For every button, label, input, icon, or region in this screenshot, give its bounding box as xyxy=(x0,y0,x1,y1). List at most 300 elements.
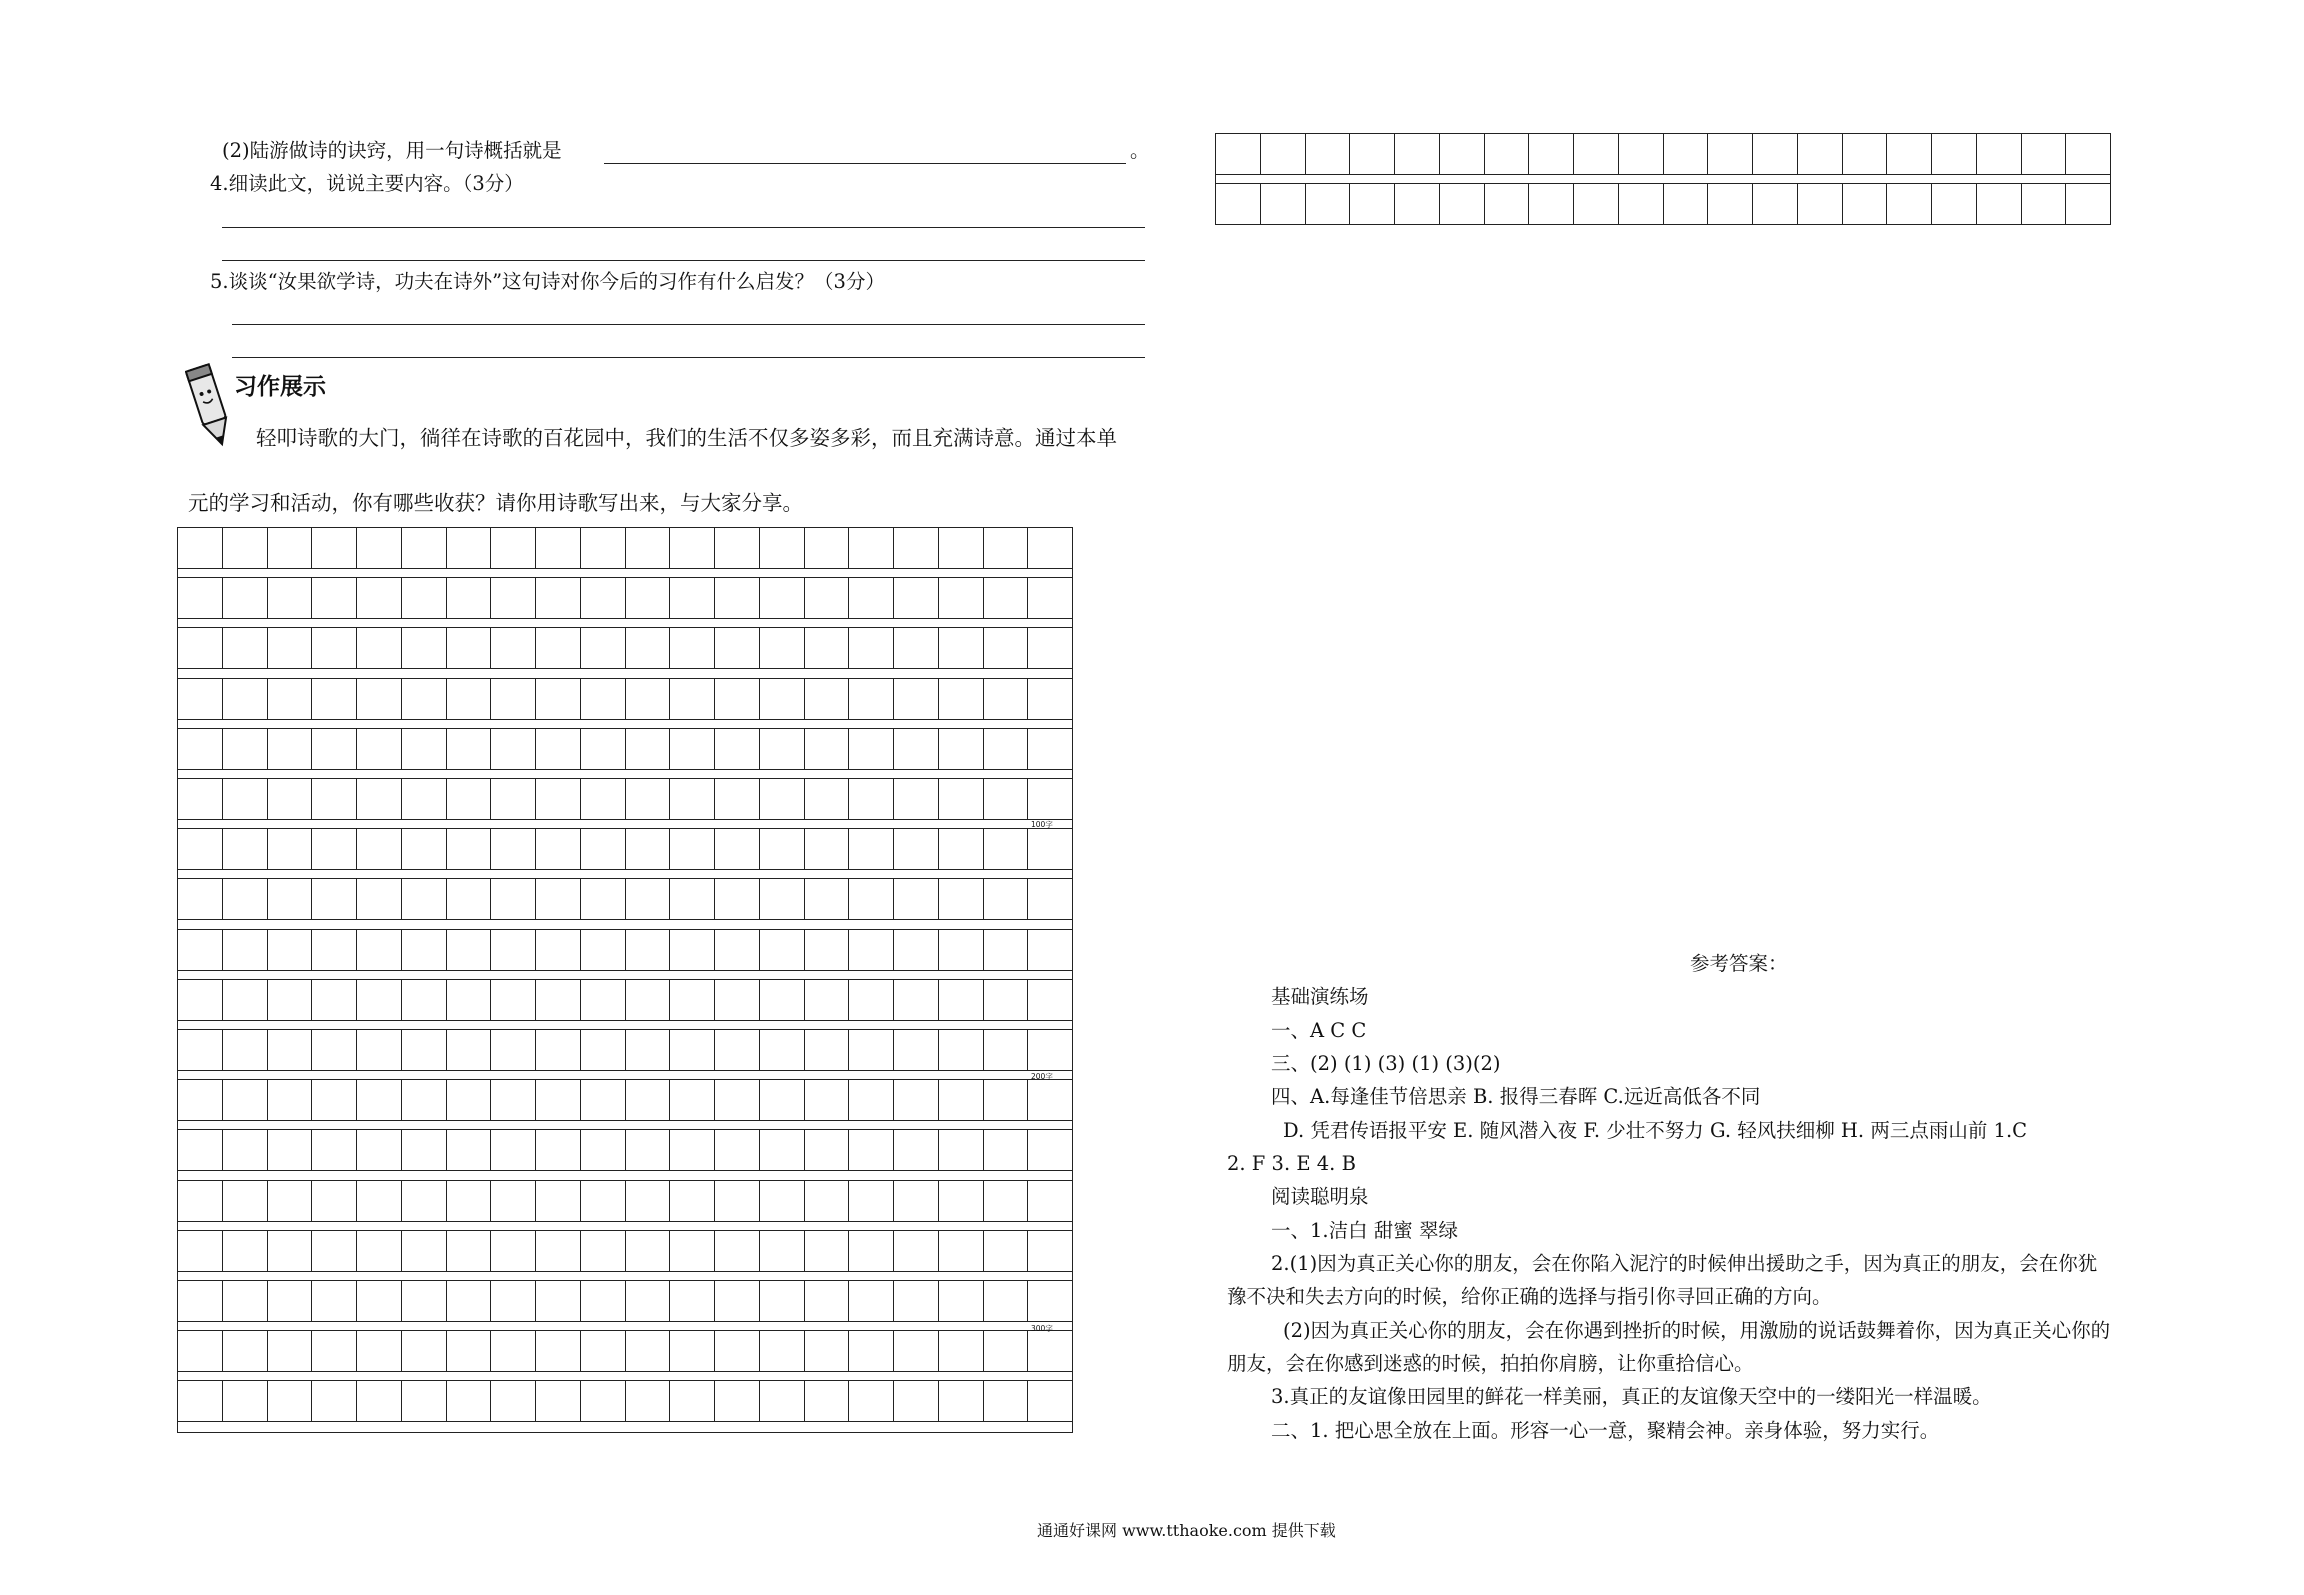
grid-cell[interactable] xyxy=(447,829,492,869)
grid-cell[interactable] xyxy=(447,528,492,568)
grid-cell[interactable] xyxy=(178,679,223,719)
grid-cell[interactable] xyxy=(402,578,447,618)
grid-cell[interactable] xyxy=(849,1030,894,1070)
grid-cell[interactable] xyxy=(626,1381,671,1421)
grid-cell[interactable] xyxy=(1216,134,1261,174)
grid-cell[interactable] xyxy=(1977,184,2022,224)
grid-cell[interactable] xyxy=(626,829,671,869)
grid-cell[interactable] xyxy=(939,1181,984,1221)
grid-cell[interactable] xyxy=(670,1080,715,1120)
grid-cell[interactable] xyxy=(894,1181,939,1221)
grid-cell[interactable] xyxy=(402,829,447,869)
grid-cell[interactable] xyxy=(581,628,626,668)
grid-cell[interactable] xyxy=(1932,134,1977,174)
grid-cell[interactable] xyxy=(939,1331,984,1371)
grid-cell[interactable] xyxy=(894,578,939,618)
grid-cell[interactable] xyxy=(402,879,447,919)
grid-cell[interactable] xyxy=(626,930,671,970)
grid-cell[interactable] xyxy=(581,729,626,769)
grid-cell[interactable] xyxy=(536,1130,581,1170)
grid-cell[interactable] xyxy=(447,779,492,819)
grid-cell[interactable] xyxy=(670,930,715,970)
grid-cell[interactable] xyxy=(447,1130,492,1170)
grid-cell[interactable] xyxy=(312,1331,357,1371)
grid-cell[interactable] xyxy=(402,628,447,668)
grid-cell[interactable] xyxy=(536,1080,581,1120)
grid-cell[interactable] xyxy=(1028,1080,1072,1120)
grid-cell[interactable] xyxy=(491,1331,536,1371)
grid-cell[interactable] xyxy=(581,578,626,618)
grid-cell[interactable] xyxy=(491,1181,536,1221)
grid-cell[interactable] xyxy=(491,1030,536,1070)
grid-cell[interactable] xyxy=(402,1181,447,1221)
grid-cell[interactable] xyxy=(357,1130,402,1170)
grid-cell[interactable] xyxy=(312,729,357,769)
grid-cell[interactable] xyxy=(1485,134,1530,174)
grid-cell[interactable] xyxy=(849,1281,894,1321)
grid-cell[interactable] xyxy=(939,779,984,819)
grid-cell[interactable] xyxy=(178,1130,223,1170)
grid-cell[interactable] xyxy=(447,1231,492,1271)
grid-cell[interactable] xyxy=(715,528,760,568)
grid-cell[interactable] xyxy=(626,628,671,668)
grid-cell[interactable] xyxy=(536,1231,581,1271)
grid-cell[interactable] xyxy=(491,930,536,970)
grid-cell[interactable] xyxy=(447,980,492,1020)
grid-cell[interactable] xyxy=(536,679,581,719)
grid-cell[interactable] xyxy=(268,829,313,869)
grid-cell[interactable] xyxy=(939,1130,984,1170)
grid-cell[interactable] xyxy=(223,1181,268,1221)
grid-cell[interactable] xyxy=(268,1080,313,1120)
grid-cell[interactable] xyxy=(581,1181,626,1221)
grid-cell[interactable] xyxy=(1529,184,1574,224)
grid-cell[interactable] xyxy=(536,1181,581,1221)
grid-cell[interactable] xyxy=(447,930,492,970)
grid-cell[interactable] xyxy=(178,1030,223,1070)
grid-cell[interactable] xyxy=(760,528,805,568)
grid-cell[interactable] xyxy=(939,1231,984,1271)
grid-cell[interactable] xyxy=(715,930,760,970)
grid-cell[interactable] xyxy=(626,1331,671,1371)
grid-cell[interactable] xyxy=(715,1231,760,1271)
grid-cell[interactable] xyxy=(715,1331,760,1371)
grid-cell[interactable] xyxy=(984,1331,1029,1371)
grid-cell[interactable] xyxy=(581,1281,626,1321)
grid-cell[interactable] xyxy=(894,930,939,970)
grid-cell[interactable] xyxy=(1843,134,1888,174)
grid-cell[interactable] xyxy=(715,829,760,869)
grid-cell[interactable] xyxy=(670,879,715,919)
grid-cell[interactable] xyxy=(1574,184,1619,224)
grid-cell[interactable] xyxy=(491,779,536,819)
grid-cell[interactable] xyxy=(447,729,492,769)
grid-cell[interactable] xyxy=(670,679,715,719)
grid-cell[interactable] xyxy=(178,1381,223,1421)
grid-cell[interactable] xyxy=(178,829,223,869)
grid-cell[interactable] xyxy=(670,1181,715,1221)
grid-cell[interactable] xyxy=(1028,1281,1072,1321)
grid-cell[interactable] xyxy=(268,779,313,819)
grid-cell[interactable] xyxy=(849,578,894,618)
grid-cell[interactable] xyxy=(984,1281,1029,1321)
grid-cell[interactable] xyxy=(670,980,715,1020)
grid-cell[interactable] xyxy=(939,980,984,1020)
grid-cell[interactable] xyxy=(312,528,357,568)
grid-cell[interactable] xyxy=(357,1030,402,1070)
writing-grid-continuation[interactable] xyxy=(1215,133,2111,225)
grid-cell[interactable] xyxy=(1028,679,1072,719)
grid-cell[interactable] xyxy=(894,528,939,568)
grid-cell[interactable] xyxy=(1028,1030,1072,1070)
grid-cell[interactable] xyxy=(402,1331,447,1371)
grid-cell[interactable] xyxy=(894,1080,939,1120)
grid-cell[interactable] xyxy=(849,1381,894,1421)
grid-cell[interactable] xyxy=(223,879,268,919)
grid-cell[interactable] xyxy=(402,729,447,769)
grid-cell[interactable] xyxy=(491,1381,536,1421)
grid-cell[interactable] xyxy=(626,679,671,719)
grid-cell[interactable] xyxy=(984,1030,1029,1070)
grid-cell[interactable] xyxy=(581,1231,626,1271)
grid-cell[interactable] xyxy=(402,528,447,568)
grid-cell[interactable] xyxy=(805,1030,850,1070)
grid-cell[interactable] xyxy=(1350,134,1395,174)
grid-cell[interactable] xyxy=(670,1281,715,1321)
grid-cell[interactable] xyxy=(1574,134,1619,174)
grid-cell[interactable] xyxy=(402,1231,447,1271)
grid-cell[interactable] xyxy=(626,1030,671,1070)
grid-cell[interactable] xyxy=(178,528,223,568)
grid-cell[interactable] xyxy=(626,980,671,1020)
grid-cell[interactable] xyxy=(268,729,313,769)
grid-cell[interactable] xyxy=(357,930,402,970)
grid-cell[interactable] xyxy=(536,1030,581,1070)
grid-cell[interactable] xyxy=(760,1130,805,1170)
grid-cell[interactable] xyxy=(984,1080,1029,1120)
grid-cell[interactable] xyxy=(312,829,357,869)
grid-cell[interactable] xyxy=(2066,184,2110,224)
grid-cell[interactable] xyxy=(312,1130,357,1170)
grid-cell[interactable] xyxy=(312,578,357,618)
grid-cell[interactable] xyxy=(939,1381,984,1421)
grid-cell[interactable] xyxy=(805,1080,850,1120)
grid-cell[interactable] xyxy=(715,1181,760,1221)
grid-cell[interactable] xyxy=(1440,184,1485,224)
grid-cell[interactable] xyxy=(357,980,402,1020)
grid-cell[interactable] xyxy=(223,829,268,869)
grid-cell[interactable] xyxy=(581,1130,626,1170)
grid-cell[interactable] xyxy=(984,578,1029,618)
grid-cell[interactable] xyxy=(223,1130,268,1170)
grid-cell[interactable] xyxy=(536,879,581,919)
grid-cell[interactable] xyxy=(715,1281,760,1321)
grid-cell[interactable] xyxy=(581,829,626,869)
grid-cell[interactable] xyxy=(805,980,850,1020)
grid-cell[interactable] xyxy=(312,980,357,1020)
grid-cell[interactable] xyxy=(805,729,850,769)
grid-cell[interactable] xyxy=(1798,134,1843,174)
grid-cell[interactable] xyxy=(312,879,357,919)
grid-cell[interactable] xyxy=(760,1080,805,1120)
grid-cell[interactable] xyxy=(626,1281,671,1321)
grid-cell[interactable] xyxy=(939,1080,984,1120)
grid-cell[interactable] xyxy=(894,1231,939,1271)
grid-cell[interactable] xyxy=(805,578,850,618)
grid-cell[interactable] xyxy=(312,1030,357,1070)
grid-cell[interactable] xyxy=(1395,184,1440,224)
grid-cell[interactable] xyxy=(984,1181,1029,1221)
grid-cell[interactable] xyxy=(581,1381,626,1421)
grid-cell[interactable] xyxy=(402,930,447,970)
grid-cell[interactable] xyxy=(223,779,268,819)
grid-cell[interactable] xyxy=(223,729,268,769)
grid-cell[interactable] xyxy=(760,879,805,919)
grid-cell[interactable] xyxy=(268,628,313,668)
grid-cell[interactable] xyxy=(894,1130,939,1170)
grid-cell[interactable] xyxy=(849,1080,894,1120)
grid-cell[interactable] xyxy=(357,1381,402,1421)
grid-cell[interactable] xyxy=(1753,134,1798,174)
grid-cell[interactable] xyxy=(626,578,671,618)
grid-cell[interactable] xyxy=(626,528,671,568)
grid-cell[interactable] xyxy=(536,779,581,819)
grid-cell[interactable] xyxy=(402,779,447,819)
grid-cell[interactable] xyxy=(805,628,850,668)
grid-cell[interactable] xyxy=(268,1030,313,1070)
grid-cell[interactable] xyxy=(984,729,1029,769)
grid-cell[interactable] xyxy=(402,1130,447,1170)
grid-cell[interactable] xyxy=(312,679,357,719)
grid-cell[interactable] xyxy=(178,578,223,618)
grid-cell[interactable] xyxy=(1028,1231,1072,1271)
grid-cell[interactable] xyxy=(536,930,581,970)
grid-cell[interactable] xyxy=(715,1080,760,1120)
grid-cell[interactable] xyxy=(178,1181,223,1221)
grid-cell[interactable] xyxy=(1619,184,1664,224)
grid-cell[interactable] xyxy=(1306,184,1351,224)
grid-cell[interactable] xyxy=(312,1231,357,1271)
grid-cell[interactable] xyxy=(939,628,984,668)
grid-cell[interactable] xyxy=(491,628,536,668)
grid-cell[interactable] xyxy=(268,879,313,919)
grid-cell[interactable] xyxy=(1028,779,1072,819)
grid-cell[interactable] xyxy=(1261,184,1306,224)
grid-cell[interactable] xyxy=(178,1080,223,1120)
grid-cell[interactable] xyxy=(760,1181,805,1221)
grid-cell[interactable] xyxy=(760,1381,805,1421)
grid-cell[interactable] xyxy=(894,829,939,869)
grid-cell[interactable] xyxy=(670,1130,715,1170)
grid-cell[interactable] xyxy=(670,1331,715,1371)
grid-cell[interactable] xyxy=(849,528,894,568)
grid-cell[interactable] xyxy=(1028,930,1072,970)
grid-cell[interactable] xyxy=(402,1080,447,1120)
grid-cell[interactable] xyxy=(581,779,626,819)
grid-cell[interactable] xyxy=(581,879,626,919)
grid-cell[interactable] xyxy=(1028,578,1072,618)
grid-cell[interactable] xyxy=(715,679,760,719)
grid-cell[interactable] xyxy=(760,1030,805,1070)
grid-cell[interactable] xyxy=(670,628,715,668)
grid-cell[interactable] xyxy=(447,578,492,618)
grid-cell[interactable] xyxy=(805,1381,850,1421)
grid-cell[interactable] xyxy=(223,1281,268,1321)
grid-cell[interactable] xyxy=(849,1181,894,1221)
grid-cell[interactable] xyxy=(849,930,894,970)
grid-cell[interactable] xyxy=(1664,134,1709,174)
grid-cell[interactable] xyxy=(670,1231,715,1271)
grid-cell[interactable] xyxy=(1306,134,1351,174)
grid-cell[interactable] xyxy=(715,980,760,1020)
grid-cell[interactable] xyxy=(805,829,850,869)
grid-cell[interactable] xyxy=(402,1381,447,1421)
grid-cell[interactable] xyxy=(491,1130,536,1170)
grid-cell[interactable] xyxy=(268,1331,313,1371)
grid-cell[interactable] xyxy=(268,930,313,970)
grid-cell[interactable] xyxy=(223,1231,268,1271)
grid-cell[interactable] xyxy=(536,1381,581,1421)
grid-cell[interactable] xyxy=(357,1080,402,1120)
grid-cell[interactable] xyxy=(760,578,805,618)
grid-cell[interactable] xyxy=(581,980,626,1020)
grid-cell[interactable] xyxy=(536,980,581,1020)
grid-cell[interactable] xyxy=(849,679,894,719)
grid-cell[interactable] xyxy=(491,1281,536,1321)
grid-cell[interactable] xyxy=(984,628,1029,668)
grid-cell[interactable] xyxy=(984,1231,1029,1271)
grid-cell[interactable] xyxy=(1619,134,1664,174)
grid-cell[interactable] xyxy=(626,1181,671,1221)
grid-cell[interactable] xyxy=(849,1231,894,1271)
grid-cell[interactable] xyxy=(402,679,447,719)
grid-cell[interactable] xyxy=(805,679,850,719)
grid-cell[interactable] xyxy=(447,1181,492,1221)
grid-cell[interactable] xyxy=(1708,184,1753,224)
grid-cell[interactable] xyxy=(268,980,313,1020)
grid-cell[interactable] xyxy=(670,578,715,618)
grid-cell[interactable] xyxy=(670,1030,715,1070)
grid-cell[interactable] xyxy=(268,1231,313,1271)
grid-cell[interactable] xyxy=(894,1381,939,1421)
grid-cell[interactable] xyxy=(670,528,715,568)
grid-cell[interactable] xyxy=(670,729,715,769)
grid-cell[interactable] xyxy=(223,628,268,668)
grid-cell[interactable] xyxy=(178,729,223,769)
grid-cell[interactable] xyxy=(670,779,715,819)
grid-cell[interactable] xyxy=(536,1331,581,1371)
grid-cell[interactable] xyxy=(357,578,402,618)
grid-cell[interactable] xyxy=(447,679,492,719)
grid-cell[interactable] xyxy=(581,679,626,719)
grid-cell[interactable] xyxy=(984,980,1029,1020)
grid-cell[interactable] xyxy=(581,528,626,568)
grid-cell[interactable] xyxy=(447,1381,492,1421)
grid-cell[interactable] xyxy=(805,1181,850,1221)
grid-cell[interactable] xyxy=(984,779,1029,819)
grid-cell[interactable] xyxy=(402,980,447,1020)
grid-cell[interactable] xyxy=(536,829,581,869)
grid-cell[interactable] xyxy=(1887,134,1932,174)
grid-cell[interactable] xyxy=(312,1080,357,1120)
grid-cell[interactable] xyxy=(805,1130,850,1170)
grid-cell[interactable] xyxy=(939,679,984,719)
grid-cell[interactable] xyxy=(447,879,492,919)
grid-cell[interactable] xyxy=(1977,134,2022,174)
grid-cell[interactable] xyxy=(268,1181,313,1221)
grid-cell[interactable] xyxy=(715,1381,760,1421)
grid-cell[interactable] xyxy=(1843,184,1888,224)
grid-cell[interactable] xyxy=(894,729,939,769)
grid-cell[interactable] xyxy=(491,578,536,618)
grid-cell[interactable] xyxy=(447,1030,492,1070)
grid-cell[interactable] xyxy=(357,729,402,769)
grid-cell[interactable] xyxy=(1028,1181,1072,1221)
grid-cell[interactable] xyxy=(715,1130,760,1170)
grid-cell[interactable] xyxy=(849,980,894,1020)
grid-cell[interactable] xyxy=(1028,1331,1072,1371)
grid-cell[interactable] xyxy=(491,1231,536,1271)
grid-cell[interactable] xyxy=(939,1030,984,1070)
grid-cell[interactable] xyxy=(223,1080,268,1120)
grid-cell[interactable] xyxy=(1028,528,1072,568)
grid-cell[interactable] xyxy=(626,1080,671,1120)
grid-cell[interactable] xyxy=(894,779,939,819)
grid-cell[interactable] xyxy=(357,779,402,819)
grid-cell[interactable] xyxy=(626,779,671,819)
grid-cell[interactable] xyxy=(849,1331,894,1371)
grid-cell[interactable] xyxy=(1028,628,1072,668)
grid-cell[interactable] xyxy=(581,1331,626,1371)
grid-cell[interactable] xyxy=(223,1331,268,1371)
grid-cell[interactable] xyxy=(1028,1130,1072,1170)
grid-cell[interactable] xyxy=(402,1030,447,1070)
grid-cell[interactable] xyxy=(357,1281,402,1321)
grid-cell[interactable] xyxy=(984,930,1029,970)
grid-cell[interactable] xyxy=(491,528,536,568)
grid-cell[interactable] xyxy=(178,628,223,668)
grid-cell[interactable] xyxy=(1028,829,1072,869)
grid-cell[interactable] xyxy=(536,578,581,618)
grid-cell[interactable] xyxy=(491,729,536,769)
grid-cell[interactable] xyxy=(670,829,715,869)
grid-cell[interactable] xyxy=(178,930,223,970)
grid-cell[interactable] xyxy=(849,1130,894,1170)
grid-cell[interactable] xyxy=(715,879,760,919)
grid-cell[interactable] xyxy=(1932,184,1977,224)
grid-cell[interactable] xyxy=(939,879,984,919)
grid-cell[interactable] xyxy=(1753,184,1798,224)
grid-cell[interactable] xyxy=(178,980,223,1020)
grid-cell[interactable] xyxy=(939,528,984,568)
grid-cell[interactable] xyxy=(805,930,850,970)
grid-cell[interactable] xyxy=(894,628,939,668)
grid-cell[interactable] xyxy=(939,829,984,869)
grid-cell[interactable] xyxy=(268,1281,313,1321)
grid-cell[interactable] xyxy=(1261,134,1306,174)
grid-cell[interactable] xyxy=(357,879,402,919)
grid-cell[interactable] xyxy=(536,729,581,769)
grid-cell[interactable] xyxy=(805,1281,850,1321)
grid-cell[interactable] xyxy=(223,930,268,970)
grid-cell[interactable] xyxy=(849,628,894,668)
grid-cell[interactable] xyxy=(715,578,760,618)
grid-cell[interactable] xyxy=(760,779,805,819)
grid-cell[interactable] xyxy=(447,1281,492,1321)
grid-cell[interactable] xyxy=(894,679,939,719)
grid-cell[interactable] xyxy=(760,1281,805,1321)
grid-cell[interactable] xyxy=(715,1030,760,1070)
